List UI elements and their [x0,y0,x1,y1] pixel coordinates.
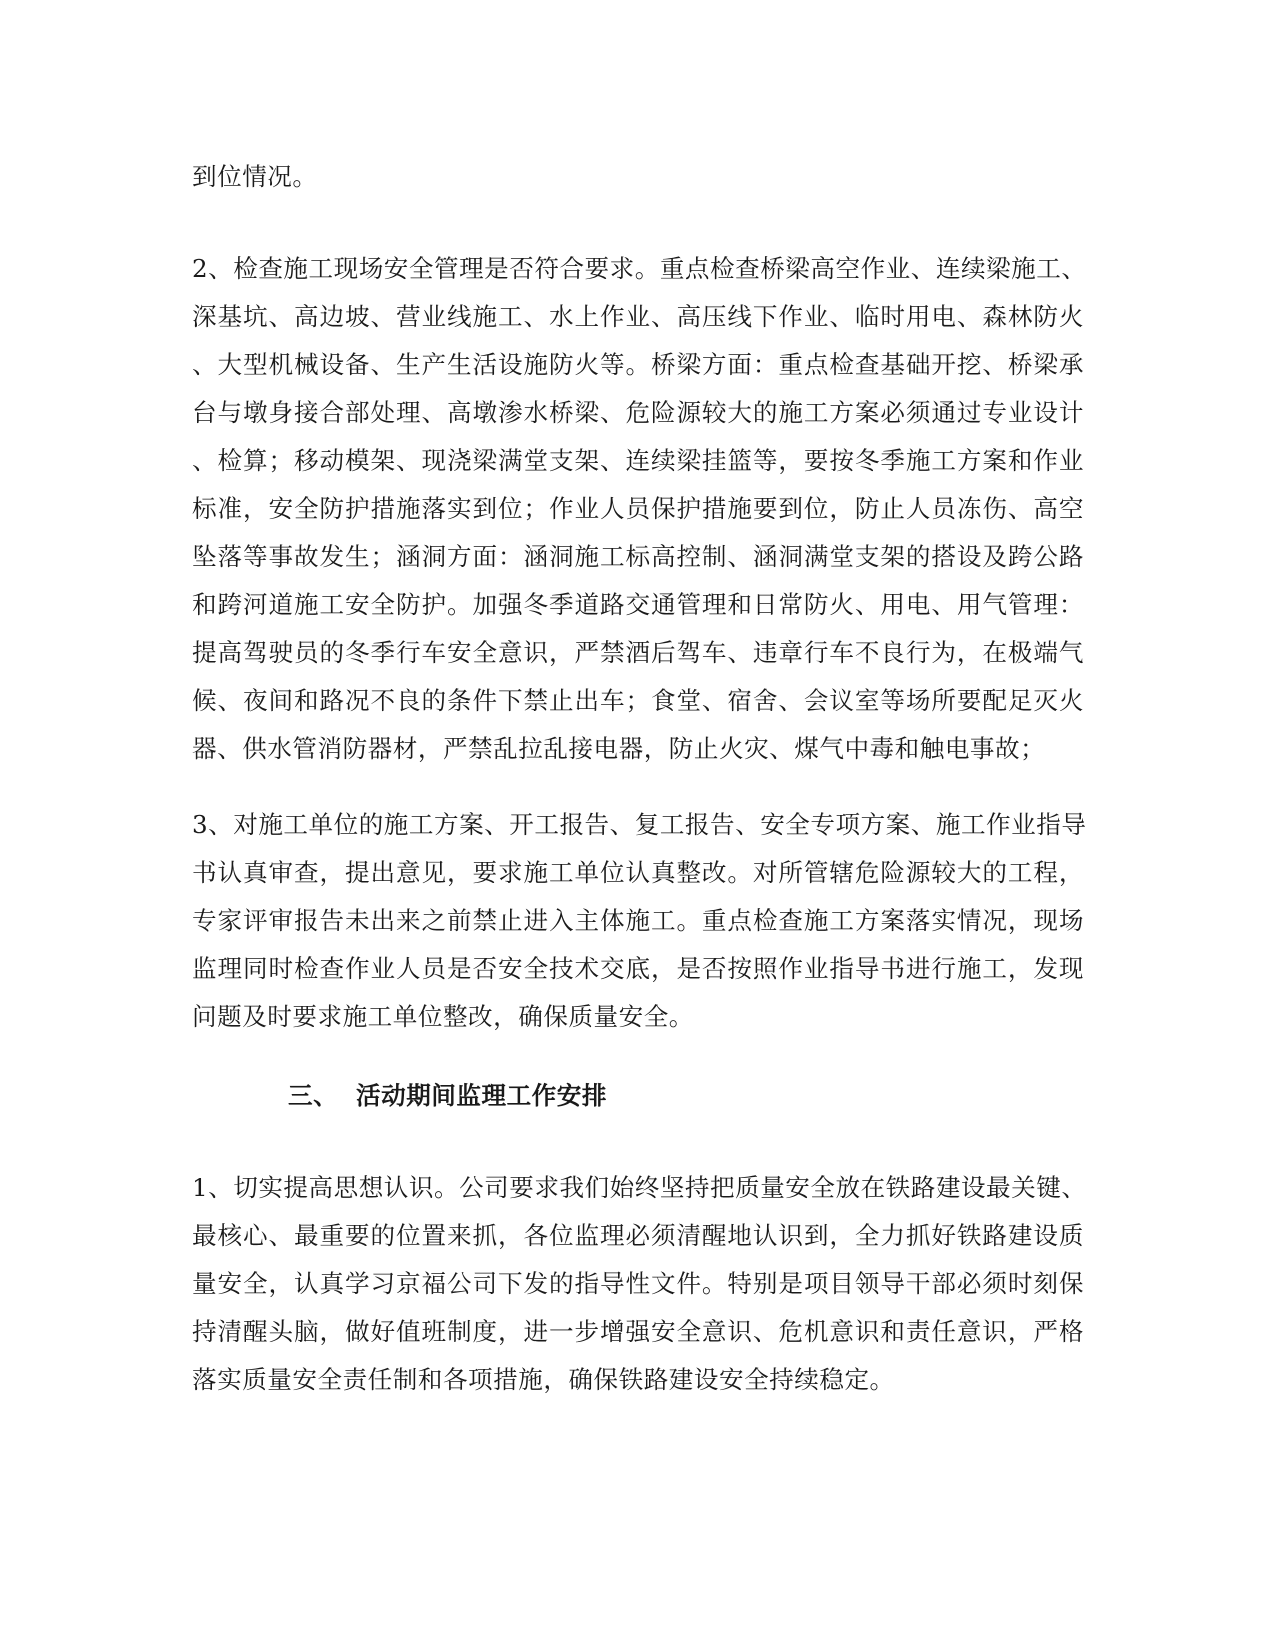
text-line: 、检算；移动模架、现浇梁满堂支架、连续梁挂篮等，要按冬季施工方案和作业 [192,446,1084,475]
text-line: 1、切实提高思想认识。公司要求我们始终坚持把质量安全放在铁路建设最关键、 [192,1173,1087,1202]
paragraph-item-3 [192,801,1087,1041]
text-line: 标准，安全防护措施落实到位；作业人员保护措施要到位，防止人员冻伤、高空 [192,494,1084,523]
paragraph-continuation [192,153,1084,201]
text-line: 专家评审报告未出来之前禁止进入主体施工。重点检查施工方案落实情况，现场 [192,906,1084,935]
text-line: 最核心、最重要的位置来抓，各位监理必须清醒地认识到，全力抓好铁路建设质 [192,1221,1084,1250]
text-line: 问题及时要求施工单位整改，确保质量安全。 [192,1002,694,1031]
paragraph-item-2 [192,245,1087,773]
section-title: 活动期间监理工作安排 [356,1081,607,1110]
text-line: 台与墩身接合部处理、高墩渗水桥梁、危险源较大的施工方案必须通过专业设计 [192,398,1084,427]
text-line: 到位情况。 [192,162,318,191]
text-line: 2、检查施工现场安全管理是否符合要求。重点检查桥梁高空作业、连续梁施工、 [192,254,1087,283]
text-line: 监理同时检查作业人员是否安全技术交底，是否按照作业指导书进行施工，发现 [192,954,1084,983]
text-line: 持清醒头脑，做好值班制度，进一步增强安全意识、危机意识和责任意识，严格 [192,1317,1084,1346]
text-line: 、大型机械设备、生产生活设施防火等。桥梁方面：重点检查基础开挖、桥梁承 [192,350,1084,379]
section-heading [288,1072,607,1120]
text-line: 深基坑、高边坡、营业线施工、水上作业、高压线下作业、临时用电、森林防火 [192,302,1084,331]
text-line: 提高驾驶员的冬季行车安全意识，严禁酒后驾车、违章行车不良行为，在极端气 [192,638,1084,667]
text-line: 量安全，认真学习京福公司下发的指导性文件。特别是项目领导干部必须时刻保 [192,1269,1084,1298]
text-line: 书认真审查，提出意见，要求施工单位认真整改。对所管辖危险源较大的工程， [192,858,1084,887]
text-line: 和跨河道施工安全防护。加强冬季道路交通管理和日常防火、用电、用气管理： [192,590,1084,619]
paragraph-section3-item-1 [192,1164,1087,1404]
text-line: 3、对施工单位的施工方案、开工报告、复工报告、安全专项方案、施工作业指导 [192,810,1087,839]
text-line: 器、供水管消防器材，严禁乱拉乱接电器，防止火灾、煤气中毒和触电事故； [192,734,1046,763]
text-line: 候、夜间和路况不良的条件下禁止出车；食堂、宿舍、会议室等场所要配足灭火 [192,686,1084,715]
text-line: 坠落等事故发生；涵洞方面：涵洞施工标高控制、涵洞满堂支架的搭设及跨公路 [192,542,1084,571]
text-line: 落实质量安全责任制和各项措施，确保铁路建设安全持续稳定。 [192,1365,895,1394]
section-number: 三、 [288,1081,339,1110]
